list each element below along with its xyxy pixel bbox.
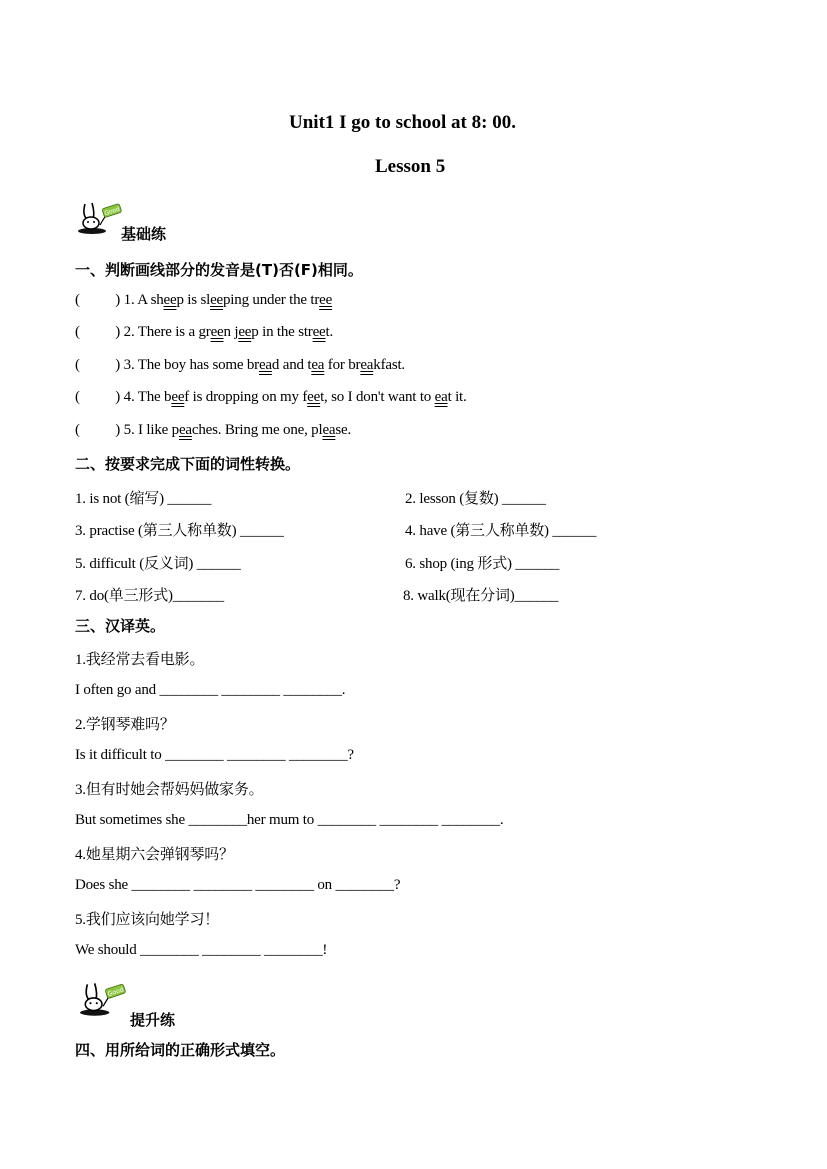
s1-item-4: ( ) 4. The beef is dropping on my feet, so I don't want to eat it. xyxy=(75,389,467,405)
s2-item-4[interactable]: 4. have (第三人称单数) ______ xyxy=(405,523,597,539)
s2-item-8[interactable]: 8. walk(现在分词)______ xyxy=(403,588,559,604)
s2-item-1[interactable]: 1. is not (缩写) ______ xyxy=(75,491,212,507)
s3-item-2-en[interactable]: Is it difficult to ________ ________ ________? xyxy=(75,747,354,763)
s3-item-3-cn: 3.但有时她会帮妈妈做家务。 xyxy=(75,782,264,798)
s3-item-5-en[interactable]: We should ________ ________ ________! xyxy=(75,942,328,958)
s2-item-5[interactable]: 5. difficult (反义词) ______ xyxy=(75,556,241,572)
page-title: Unit1 I go to school at 8: 00. xyxy=(289,112,516,133)
bunny-mascot-icon xyxy=(76,201,122,235)
answer-paren[interactable]: ( ) xyxy=(75,357,121,373)
section2-heading: 二、按要求完成下面的词性转换。 xyxy=(75,455,301,473)
good-badge-text: Good xyxy=(103,205,121,218)
answer-paren[interactable]: ( ) xyxy=(75,389,121,405)
s3-item-1-en[interactable]: I often go and ________ ________ ________. xyxy=(75,682,346,698)
s3-item-3-en[interactable]: But sometimes she ________her mum to ________ ________ ________. xyxy=(75,812,504,828)
s1-item-2: ( ) 2. There is a green jeep in the street. xyxy=(75,324,334,340)
s1-item-5: ( ) 5. I like peaches. Bring me one, please. xyxy=(75,422,352,438)
good-badge-text: Good xyxy=(106,986,125,999)
s2-item-7[interactable]: 7. do(单三形式)_______ xyxy=(75,588,224,604)
bunny-mascot-icon xyxy=(78,981,126,1017)
advanced-practice-label: 提升练 xyxy=(130,1011,176,1029)
s3-item-5-cn: 5.我们应该向她学习！ xyxy=(75,912,220,928)
answer-paren[interactable]: ( ) xyxy=(75,292,121,308)
s3-item-2-cn: 2.学钢琴难吗？ xyxy=(75,717,175,733)
s3-item-4-cn: 4.她星期六会弹钢琴吗？ xyxy=(75,847,234,863)
section1-heading: 一、判断画线部分的发音是(T)否(F)相同。 xyxy=(75,261,363,279)
s3-item-4-en[interactable]: Does she ________ ________ ________ on ________? xyxy=(75,877,401,893)
lesson-title: Lesson 5 xyxy=(375,156,446,177)
answer-paren[interactable]: ( ) xyxy=(75,324,121,340)
s3-item-1-cn: 1.我经常去看电影。 xyxy=(75,652,205,668)
s1-item-1: ( ) 1. A sheep is sleeping under the tree xyxy=(75,292,333,308)
s2-item-2[interactable]: 2. lesson (复数) ______ xyxy=(405,491,546,507)
section3-heading: 三、汉译英。 xyxy=(75,617,166,635)
section4-heading: 四、用所给词的正确形式填空。 xyxy=(75,1041,286,1059)
answer-paren[interactable]: ( ) xyxy=(75,422,121,438)
s1-item-3: ( ) 3. The boy has some bread and tea for breakfast. xyxy=(75,357,405,373)
s2-item-3[interactable]: 3. practise (第三人称单数) ______ xyxy=(75,523,284,539)
s2-item-6[interactable]: 6. shop (ing 形式) ______ xyxy=(405,556,560,572)
basic-practice-label: 基础练 xyxy=(121,225,167,243)
